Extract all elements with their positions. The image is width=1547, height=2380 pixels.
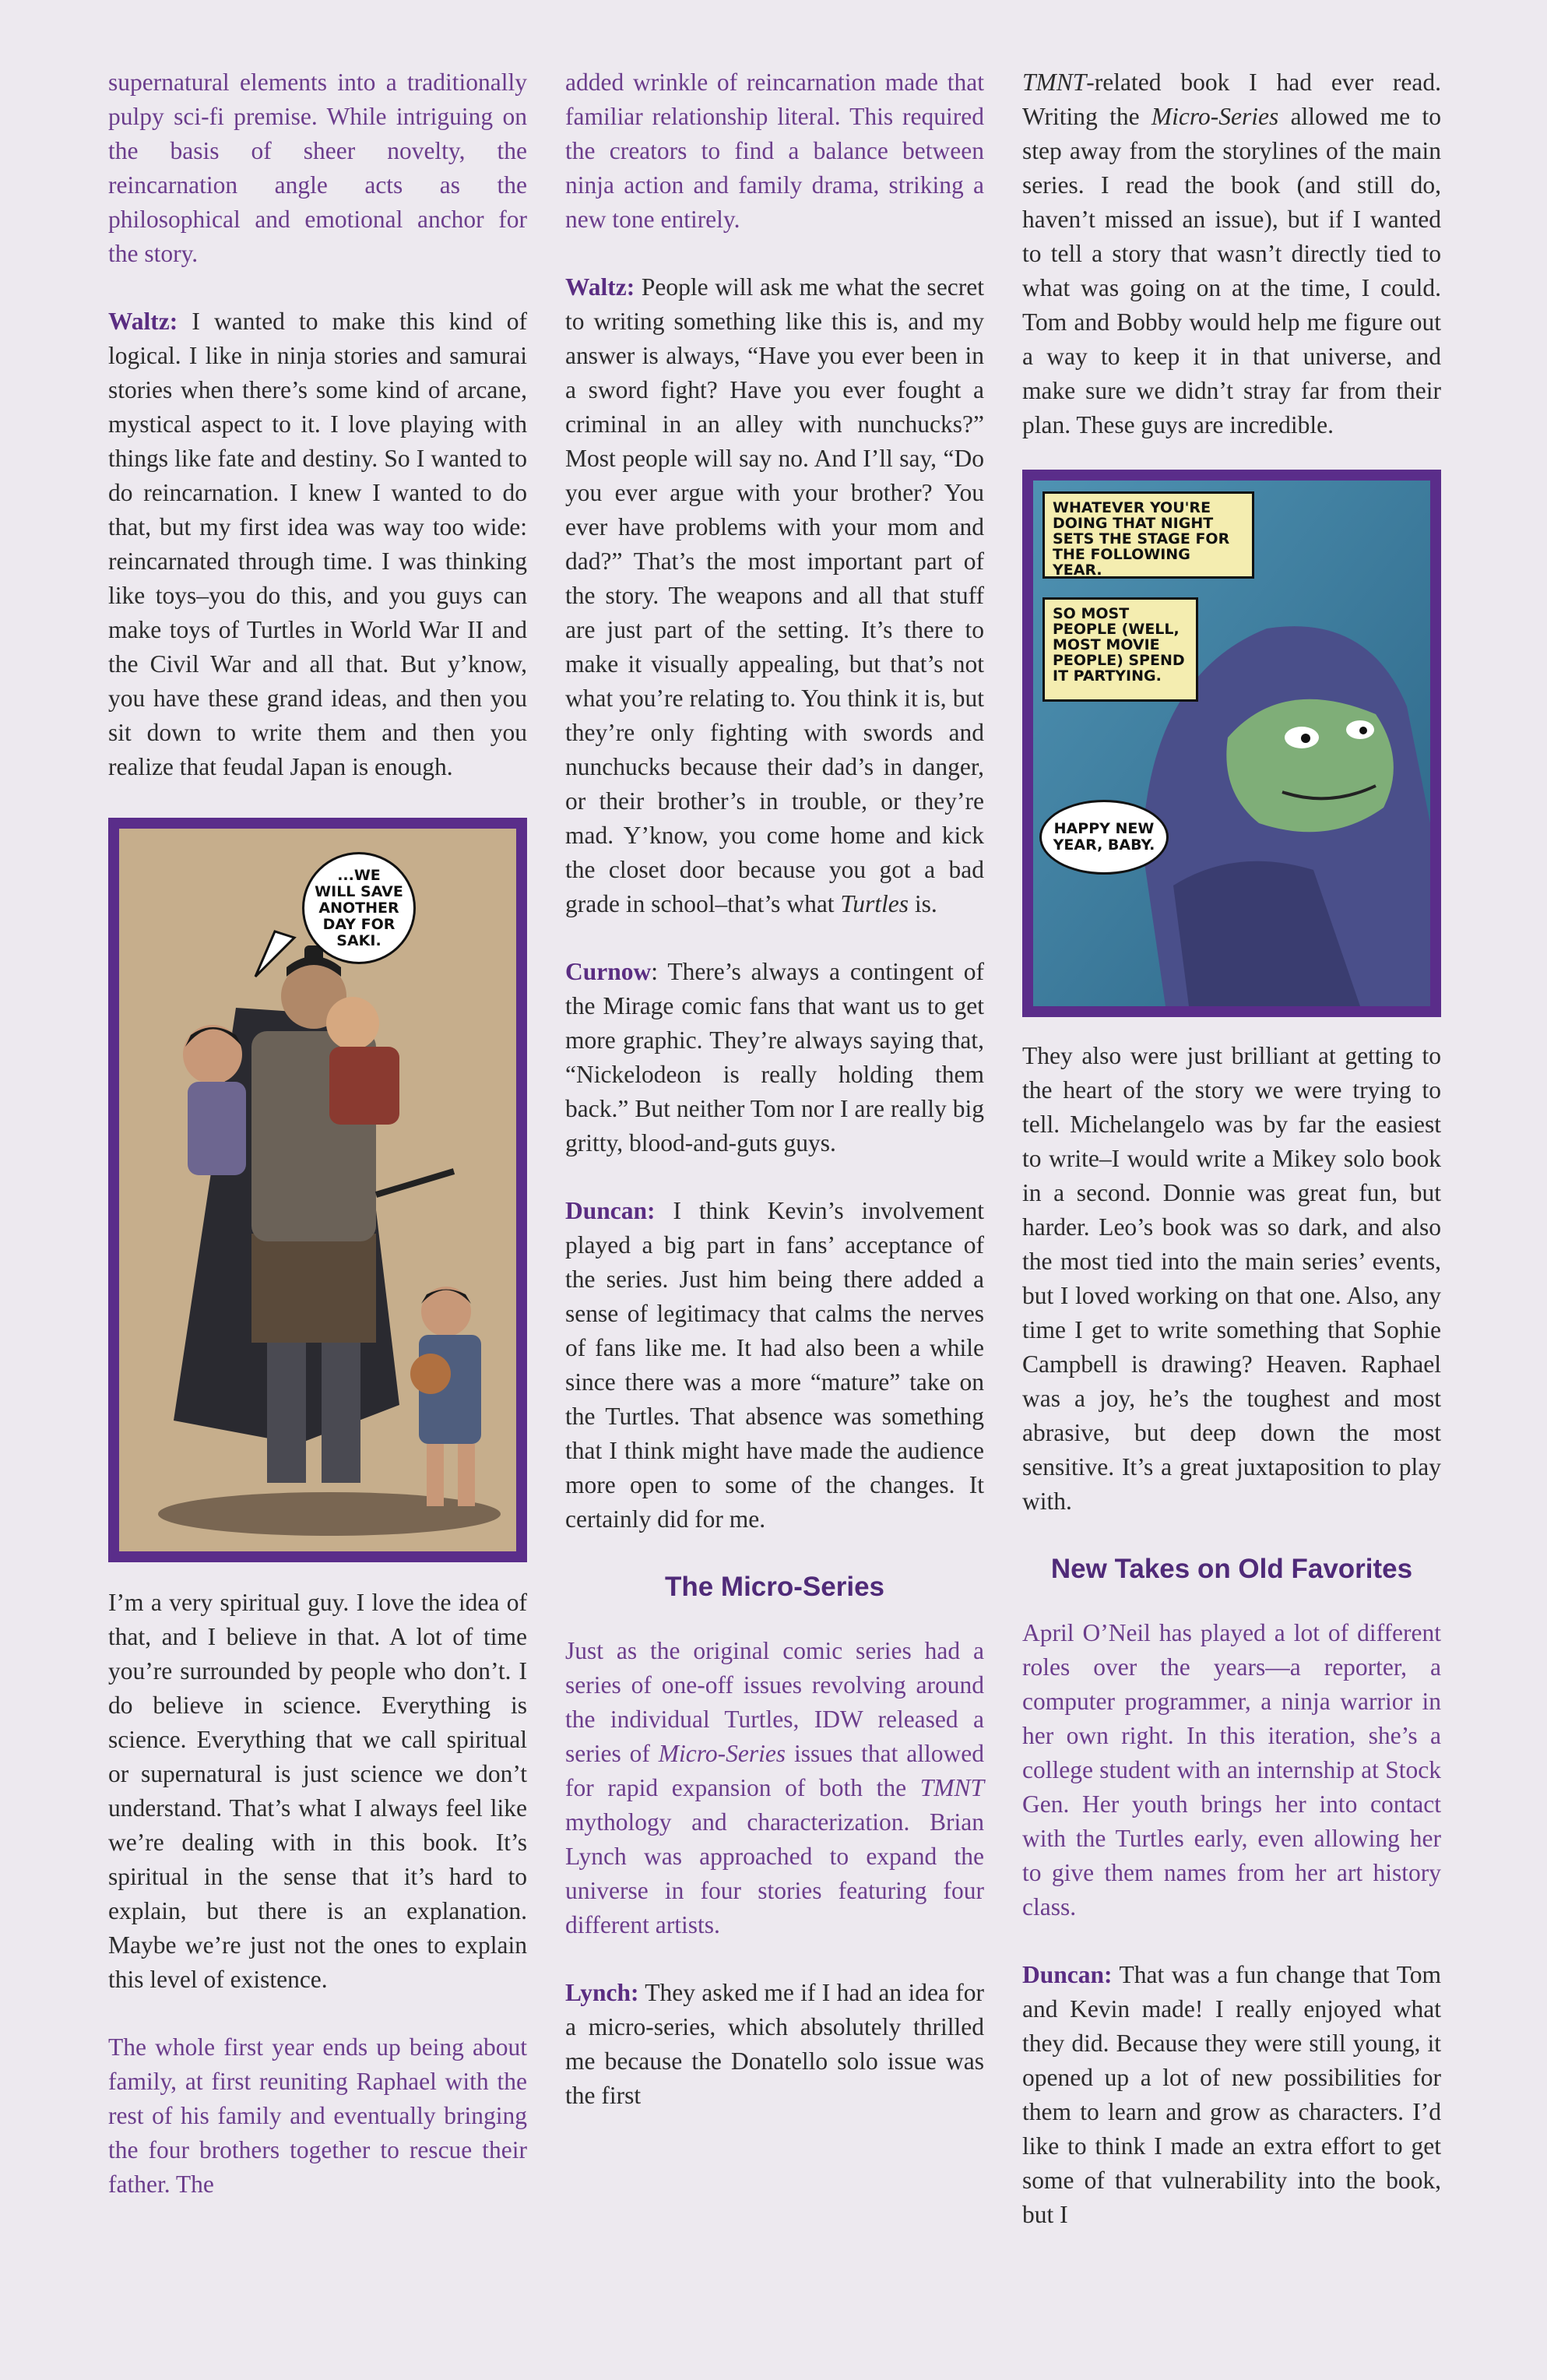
speaker-name: Lynch: xyxy=(565,1979,639,2006)
quote-text-end: is. xyxy=(908,890,937,917)
duncan-quote-paragraph xyxy=(565,1194,984,1537)
section-heading-micro-series: The Micro-Series xyxy=(664,1572,885,1602)
quote-text: People will ask me what the secret to writing something like this is, and my answer is always, “Have you ever been in a sword fight? Have you ever fought a criminal in an alley with nunchucks?” Most people will say no. And I’ll say, “Do you ever argue with your brother? You ever have problems with your mom and dad?” That’s the most important part of the story. The weapons and all that stuff are just part of the setting. It’s there to make it visually appealing, but that’s not what you’re relating to. You think it is, but they’re only fighting with swords and nunchucks because their dad’s in danger, or their brother’s in trouble, or they’re mad. Y’know, you come home and kick the closet door because you got a bad grade in school–that’s what xyxy=(565,273,984,917)
waltz-quote-paragraph-2 xyxy=(565,270,984,921)
comic-panel-hooded-turtle xyxy=(1022,470,1441,1017)
text-segment: allowed me to step away from the storylines of the main series. I read the book (and still do, haven’t missed an issue), but if I wanted to tell a story that wasn’t directly tied to what was going on at the time, I could. Tom and Bobby would help me figure out a way to keep it in that universe, and make sure we didn’t stray far from their plan. These guys are incredible. xyxy=(1022,103,1441,438)
quote-text: I wanted to make this kind of logical. I like in ninja stories and samurai stories when there’s some kind of arcane, mystical aspect to it. I love playing with things like fate and destiny. So I wanted to do reincarnation. I knew I wanted to do that, but my first idea was way too wide: reincarnated through time. I was thinking like toys–you do this, and you guys can make toys of Turtles in World War II and the Civil War and all that. But y’know, you have these grand ideas, and then you sit down to write them and then you realize that feudal Japan is enough. xyxy=(108,308,527,780)
text-segment: Just as the original comic series had a series of one-off issues revolving around the individual Turtles, IDW released a series of xyxy=(565,1637,984,1767)
quote-text: That was a fun change that Tom and Kevin made! I really enjoyed what they did. Because they were still young, it opened up a lot of new possibilities for them to learn and grow as characters. I’d like to think I made an extra effort to get some of that vulnerability into the book, but I xyxy=(1022,1961,1441,2228)
micro-series-paragraph xyxy=(565,1634,984,1942)
curnow-quote-paragraph xyxy=(565,955,984,1160)
italic-title: TMNT xyxy=(919,1774,984,1801)
waltz-quote-paragraph xyxy=(108,305,527,784)
speaker-name: Duncan: xyxy=(565,1197,656,1224)
text-segment: issues that allowed for rapid expansion of both the xyxy=(565,1740,984,1801)
speaker-name: Waltz: xyxy=(108,308,178,335)
april-paragraph: April O’Neil has played a lot of different roles over the years—a reporter, a computer programmer, a ninja warrior in her own right. In this iteration, she’s a college student with an internship at Stock Gen. Her youth brings her into contact with the Turtles early, even allowing her to give them names from her art history class. xyxy=(1022,1619,1441,1921)
speaker-name: Duncan: xyxy=(1022,1961,1113,1988)
lynch-quote-paragraph xyxy=(565,1976,984,2113)
text-segment: -related book I had ever read. Writing the xyxy=(1022,69,1441,130)
section-heading-new-takes: New Takes on Old Favorites xyxy=(1050,1554,1413,1584)
italic-title: Micro-Series xyxy=(1151,103,1279,130)
text-segment: mythology and characterization. Brian Lynch was approached to expand the universe in four stories featuring four different artists. xyxy=(565,1808,984,1938)
reincarnation-paragraph: added wrinkle of reincarnation made that familiar relationship literal. This required the creators to find a balance between ninja action and family drama, striking a new tone entirely. xyxy=(565,69,984,233)
first-year-paragraph: The whole first year ends up being about family, at first reuniting Raphael with the rest of his family and eventually bringing the four brothers together to rescue their father. The xyxy=(108,2033,527,2198)
comic-panel-samurai xyxy=(108,818,527,1562)
column-3 xyxy=(1022,65,1441,2232)
lynch-continued-paragraph xyxy=(1022,65,1441,442)
quote-text: I think Kevin’s involvement played a big part in fans’ acceptance of the series. Just him being there added a sense of legitimacy that calms the nerves of fans like me. It had also been a while since there was a more “mature” take on the Turtles. That absence was something that I think might have made the audience more open to some of the changes. It certainly did for me. xyxy=(565,1197,984,1533)
quote-text: : There’s always a contingent of the Mirage comic fans that want us to get more graphic. They’re always saying that, “Nickelodeon is really holding them back.” But neither Tom nor I are really big gritty, blood-and-guts guys. xyxy=(565,958,984,1157)
italic-title: Turtles xyxy=(840,890,909,917)
italic-title: TMNT xyxy=(1022,69,1087,96)
spiritual-paragraph: I’m a very spiritual guy. I love the idea of that, and I believe in that. A lot of time you’re surrounded by people who don’t. I do believe in science. Everything is science. Everything that we call spiritual or supernatural is just science we don’t understand. That’s what I always feel like we’re dealing with in this book. It’s spiritual in the sense that it’s hard to explain, but there is an explanation. Maybe we’re just not the ones to explain this level of existence. xyxy=(108,1589,527,1993)
micro-series-recap-paragraph: They also were just brilliant at getting to the heart of the story we were trying to tell. Michelangelo was by far the easiest to write–I would write a Mikey solo book in a second. Donnie was great fun, but harder. Leo’s book was so dark, and also the most tied into the main series’ events, but I loved working on that one. Also, any time I get to write something that Sophie Campbell is drawing? Heaven. Raphael was a joy, he’s the toughest and most abrasive, but deep down the most sensitive. It’s a great juxtaposition to play with. xyxy=(1022,1042,1441,1515)
duncan-quote-paragraph-2 xyxy=(1022,1958,1441,2232)
caption-box-1: WHATEVER YOU'RE DOING THAT NIGHT SETS THE STAGE FOR THE FOLLOWING YEAR. xyxy=(1042,491,1254,579)
quote-text: They asked me if I had an idea for a micro-series, which absolutely thrilled me because the Donatello solo issue was the first xyxy=(565,1979,984,2109)
column-1 xyxy=(108,65,527,2202)
column-2 xyxy=(565,65,984,2113)
speech-bubble: ...WE WILL SAVE ANOTHER DAY FOR SAKI. xyxy=(302,852,416,964)
caption-box-2: SO MOST PEOPLE (WELL, MOST MOVIE PEOPLE) SPEND IT PARTYING. xyxy=(1042,597,1198,702)
intro-paragraph: supernatural elements into a traditionally pulpy sci-fi premise. While intriguing on the basis of sheer novelty, the reincarnation angle acts as the philosophical and emotional anchor for the story. xyxy=(108,69,527,267)
speech-bubble-happy-new-year: HAPPY NEW YEAR, BABY. xyxy=(1039,800,1169,875)
speaker-name: Curnow xyxy=(565,958,652,985)
speaker-name: Waltz: xyxy=(565,273,635,301)
italic-title: Micro-Series xyxy=(658,1740,786,1767)
